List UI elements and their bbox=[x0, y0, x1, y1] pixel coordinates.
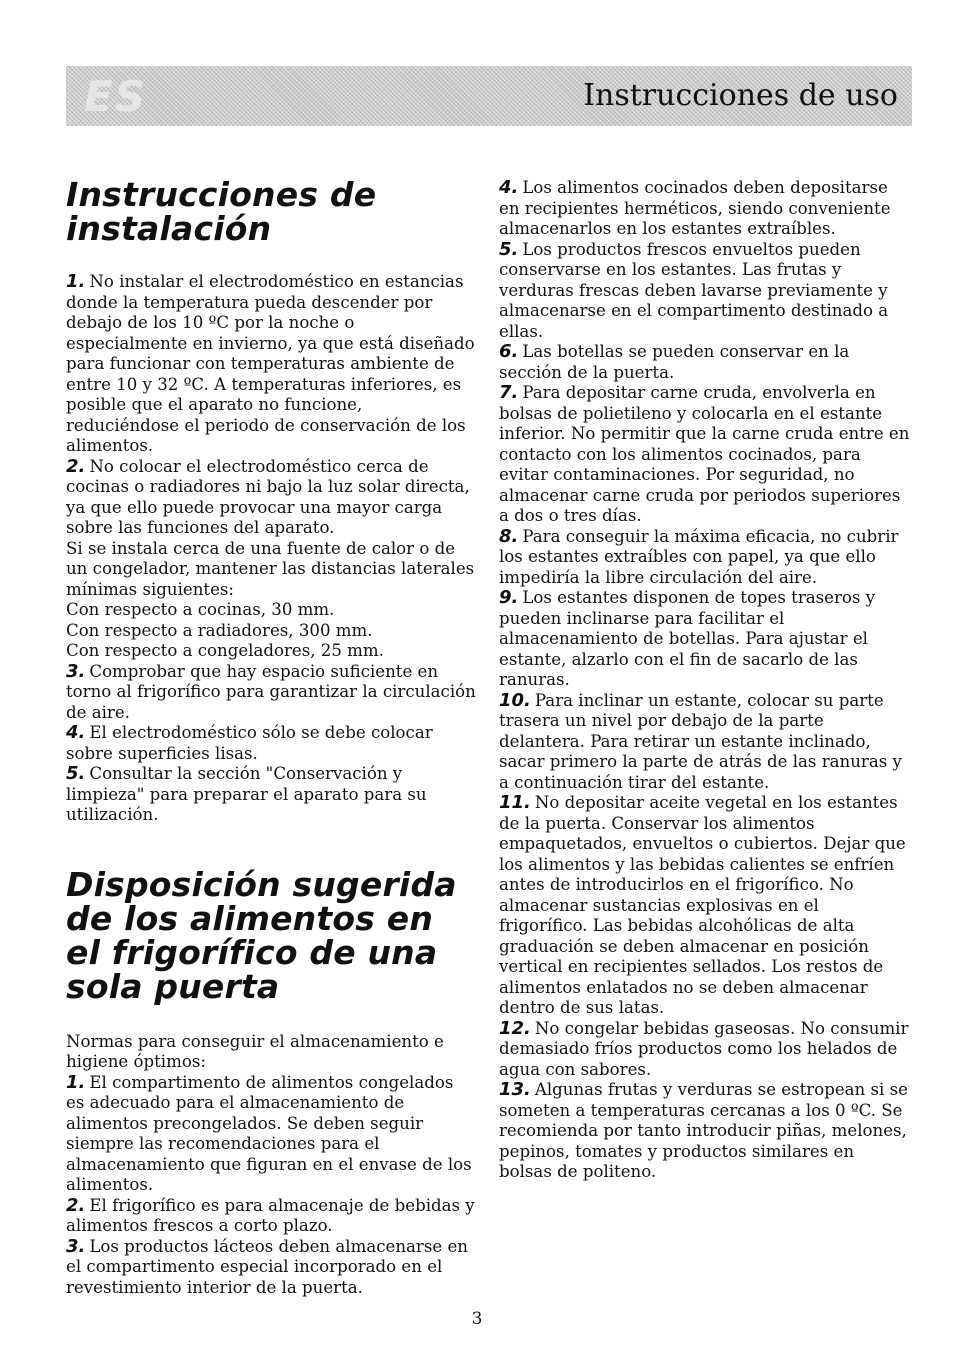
storage-item-13: 13. Algunas frutas y verduras se estropean si se someten a temperaturas cercanas a los 0 ºC. Se recomienda por tanto introducir piñas, melones, pepinos, tomates y productos similares en bolsas de politeno. bbox=[499, 1079, 908, 1181]
storage-item-12: 12. No congelar bebidas gaseosas. No consumir demasiado fríos productos como los helados de agua con sabores. bbox=[499, 1017, 909, 1079]
installation-title: Instrucciones de instalación bbox=[66, 175, 377, 248]
installation-item-3: 3. Comprobar que hay espacio suficiente en torno al frigorífico para garantizar la circulación de aire. bbox=[66, 660, 476, 722]
storage-item-4: 4. Los alimentos cocinados deben depositarse en recipientes herméticos, siendo conveniente almacenarlos en los estantes extraíbles. bbox=[499, 177, 891, 238]
storage-item-1: 1. El compartimento de alimentos congelados es adecuado para el almacenamiento de alimentos precongelados. Se deben seguir siempre las recomendaciones para el almacenamiento que figuran en el envase de los alimentos. bbox=[66, 1071, 472, 1194]
distance-line: Con respecto a cocinas, 30 mm. bbox=[66, 600, 335, 619]
left-column bbox=[66, 175, 476, 1298]
storage-item-11: 11. No depositar aceite vegetal en los estantes de la puerta. Conservar los alimentos empaquetados, envueltos o cubiertos. Dejar que los alimentos y las bebidas calientes se enfríen antes de introducirlos en el frigorífico. No almacenar sustancias explosivas en el frigorífico. Las bebidas alcohólicas de alta graduación se deben almacenar en posición vertical en recipientes sellados. Los restos de alimentos enlatados no se deben almacenar dentro de sus latas. bbox=[499, 792, 906, 1017]
header-title: Instrucciones de uso bbox=[583, 78, 898, 113]
language-code: ES bbox=[84, 72, 147, 121]
page-number: 3 bbox=[471, 1309, 483, 1329]
storage-item-6: 6. Las botellas se pueden conservar en la sección de la puerta. bbox=[499, 341, 850, 382]
storage-item-8: 8. Para conseguir la máxima eficacia, no cubrir los estantes extraíbles con papel, ya que ello impediría la libre circulación del aire. bbox=[499, 525, 899, 587]
storage-intro: Normas para conseguir el almacenamiento e higiene óptimos: bbox=[66, 1031, 444, 1071]
distance-line: Con respecto a radiadores, 300 mm. bbox=[66, 620, 373, 640]
storage-item-7: 7. Para depositar carne cruda, envolverla en bolsas de polietileno y colocarla en el estante inferior. No permitir que la carne cruda entre en contacto con los alimentos cocinados, para evitar contaminaciones. Por seguridad, no almacenar carne cruda por periodos superiores a dos o tres días. bbox=[499, 382, 910, 525]
storage-item-5: 5. Los productos frescos envueltos pueden conservarse en los estantes. Las frutas y verduras frescas deben lavarse previamente y almacenarse en el compartimento destinado a ellas. bbox=[499, 238, 889, 341]
right-column bbox=[499, 178, 911, 1183]
storage-item-9: 9. Los estantes disponen de topes traseros y pueden inclinarse para facilitar el almacenamiento de botellas. Para ajustar el estante, alzarlo con el fin de sacarlo de las ranuras. bbox=[499, 587, 876, 689]
storage-item-2: 2. El frigorífico es para almacenaje de bebidas y alimentos frescos a corto plazo. bbox=[66, 1194, 475, 1235]
storage-item-10: 10. Para inclinar un estante, colocar su parte trasera un nivel por debajo de la parte delantera. Para retirar un estante inclinado, sacar primero la parte de atrás de las ranuras y a continuación tirar del estante. bbox=[499, 689, 902, 792]
installation-item-5: 5. Consultar la sección "Conservación y limpieza" para preparar el aparato para su utilización. bbox=[66, 763, 427, 824]
installation-item-1: 1. No instalar el electrodoméstico en estancias donde la temperatura pueda descender por debajo de los 10 ºC por la noche o especialmente en invierno, ya que está diseñado para funcionar con temperaturas ambiente de entre 10 y 32 ºC. A temperaturas inferiores, es posible que el aparato no funcione, reduciéndose el periodo de conservación de los alimentos. bbox=[66, 271, 475, 455]
installation-item-2: 2. No colocar el electrodoméstico cerca de cocinas o radiadores ni bajo la luz solar directa, ya que ello puede provocar una mayor carga sobre las funciones del aparato. bbox=[66, 455, 470, 537]
installation-note: Si se instala cerca de una fuente de calor o de un congelador, mantener las distancias laterales mínimas siguientes: bbox=[66, 538, 475, 599]
storage-item-3: 3. Los productos lácteos deben almacenarse en el compartimento especial incorporado en el revestimiento interior de la puerta. bbox=[66, 1235, 468, 1297]
storage-title: Disposición sugerida de los alimentos en el frigorífico de una sola puerta bbox=[66, 864, 457, 1006]
distance-line: Con respecto a congeladores, 25 mm. bbox=[66, 641, 384, 660]
installation-item-4: 4. El electrodoméstico sólo se debe colocar sobre superficies lisas. bbox=[66, 722, 433, 763]
header-band bbox=[66, 66, 912, 126]
